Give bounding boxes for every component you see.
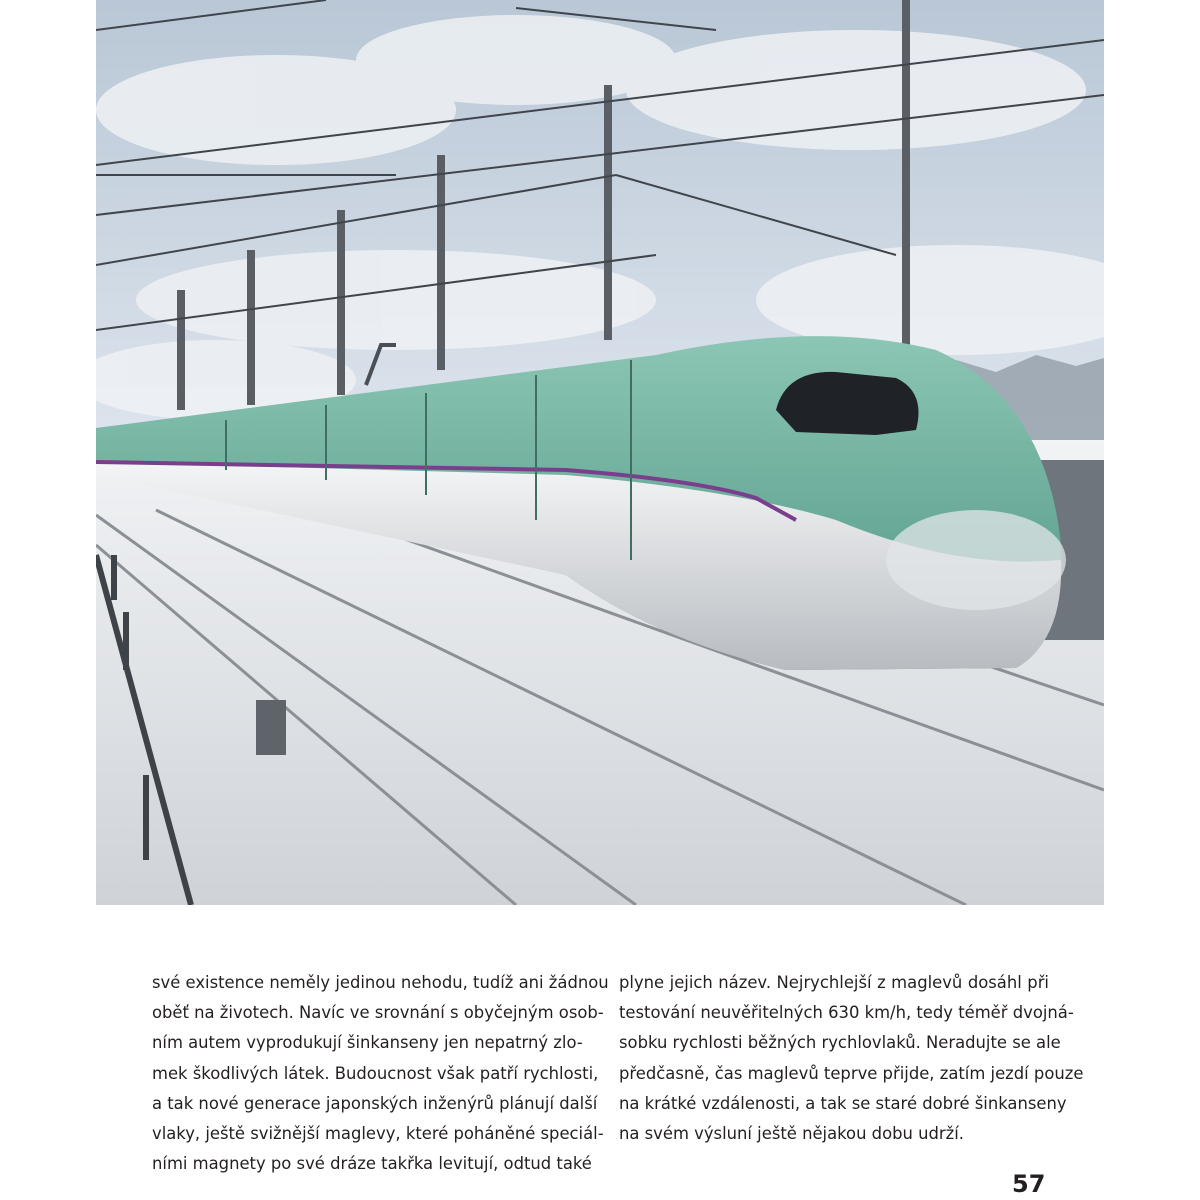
text-line: mek škodlivých látek. Budoucnost však patří rychlosti,	[152, 1063, 599, 1083]
text-line: plyne jejich název. Nejrychlejší z maglevů dosáhl při	[619, 973, 1049, 992]
trackside-box	[256, 700, 286, 755]
text-line: ním autem vyprodukují šinkanseny jen nepatrný zlo-	[152, 1033, 583, 1053]
text-line: oběť na životech. Navíc ve srovnání s obyčejným osob-	[152, 1003, 604, 1023]
nose-cap	[886, 510, 1066, 610]
text-line: na svém výsluní ještě nějakou dobu udrží.	[619, 1124, 965, 1144]
text-line: a tak nové generace japonských inženýrů plánují další	[152, 1093, 598, 1113]
cab-window	[776, 372, 919, 435]
text-column-left	[152, 968, 609, 1179]
text-column-right	[619, 968, 1084, 1149]
page-number: 57	[1012, 1170, 1046, 1198]
text-line: vlaky, ještě svižnější maglevy, které poháněné speciál-	[152, 1124, 604, 1144]
text-line: na krátké vzdálenosti, a tak se staré dobré šinkanseny	[619, 1093, 1067, 1113]
text-line: předčasně, čas maglevů teprve přijde, zatím jezdí pouze	[619, 1063, 1084, 1083]
text-line: testování neuvěřitelných 630 km/h, tedy téměř dvojná-	[619, 1003, 1074, 1023]
train-illustration	[96, 0, 1104, 905]
text-line: sobku rychlosti běžných rychlovlaků. Neradujte se ale	[619, 1033, 1061, 1053]
text-line: ními magnety po své dráze takřka levitují, odtud také	[152, 1154, 592, 1174]
text-line: své existence neměly jedinou nehodu, tudíž ani žádnou	[152, 973, 609, 992]
